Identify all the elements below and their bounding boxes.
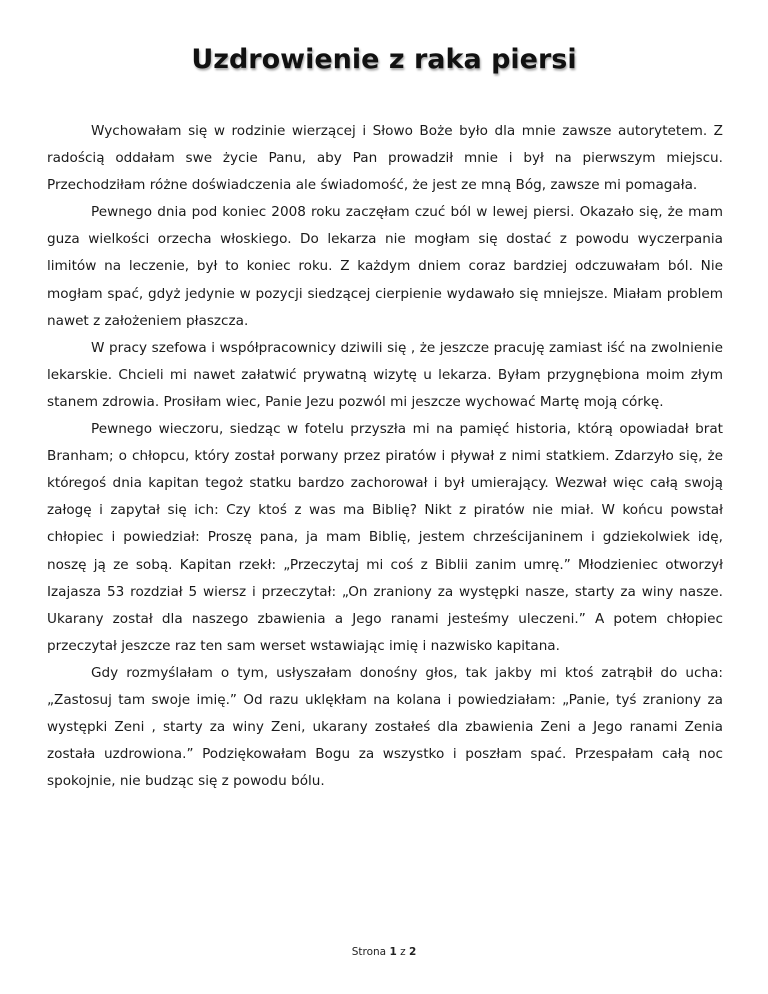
page-label: Strona xyxy=(351,946,387,958)
paragraph-4: Pewnego wieczoru, siedząc w fotelu przyszła mi na pamięć historia, którą opowiadał brat Branham; o chłopcu, który został porwany przez piratów i pływał z nimi statkiem. Zdarzyło się, że któregoś dnia kapitan tegoż statku bardzo zachorował i był umierający. Wezwał więc całą swoją załogę i zapytał się ich: Czy ktoś z was ma Biblię? Nikt z piratów nie miał. W końcu powstał chłopiec i powiedział: Proszę pana, ja mam Biblię, jestem chrześcijaninem i gdziekolwiek idę, noszę ją ze sobą. Kapitan rzekł: „Przeczytaj mi coś z Biblii zanim umrę.” Młodzieniec otworzył Izajasza 53 rozdział 5 wiersz i przeczytał: „On zraniony za występki nasze, starty za winy nasze. Ukarany został dla naszego zbawienia a Jego ranami jesteśmy uleczeni.” A potem chłopiec przeczytał jeszcze raz ten sam werset wstawiając imię i nazwisko kapitana. xyxy=(47,421,723,654)
page-footer xyxy=(0,946,768,958)
page-separator: z xyxy=(400,946,406,958)
paragraph-1: Wychowałam się w rodzinie wierzącej i Słowo Boże było dla mnie zawsze autorytetem. Z radością oddałam swe życie Panu, aby Pan prowadził mnie i był na pierwszym miejscu. Przechodziłam różne doświadczenia ale świadomość, że jest ze mną Bóg, zawsze mi pomagała. xyxy=(47,123,723,194)
paragraph-3: W pracy szefowa i współpracownicy dziwili się , że jeszcze pracuję zamiast iść na zwolnienie lekarskie. Chcieli mi nawet załatwić prywatną wizytę u lekarza. Byłam przygnębiona moim złym stanem zdrowia. Prosiłam wiec, Panie Jezu pozwól mi jeszcze wychować Martę moją córkę. xyxy=(47,339,723,410)
current-page-number: 1 xyxy=(389,946,397,958)
paragraph-5: Gdy rozmyślałam o tym, usłyszałam donośny głos, tak jakby mi ktoś zatrąbił do ucha: „Zastosuj tam swoje imię.” Od razu uklękłam na kolana i powiedziałam: „Panie, tyś zraniony za występki Zeni , starty za winy Zeni, ukarany zostałeś dla zbawienia Zeni a Jego ranami Zenia została uzdrowiona.” Podziękowałam Bogu za wszystko i poszłam spać. Przespałam całą noc spokojnie, nie budząc się z powodu bólu. xyxy=(47,664,723,790)
paragraph-2: Pewnego dnia pod koniec 2008 roku zaczęłam czuć ból w lewej piersi. Okazało się, że mam guza wielkości orzecha włoskiego. Do lekarza nie mogłam się dostać z powodu wyczerpania limitów na leczenie, był to koniec roku. Z każdym dniem coraz bardziej odczuwałam ból. Nie mogłam spać, gdyż jedynie w pozycji siedzącej cierpienie wydawało się mniejsze. Miałam problem nawet z założeniem płaszcza. xyxy=(47,204,723,329)
total-pages-number: 2 xyxy=(408,946,417,958)
document-title: Uzdrowienie z raka piersi xyxy=(191,44,577,75)
document-body xyxy=(47,118,723,795)
